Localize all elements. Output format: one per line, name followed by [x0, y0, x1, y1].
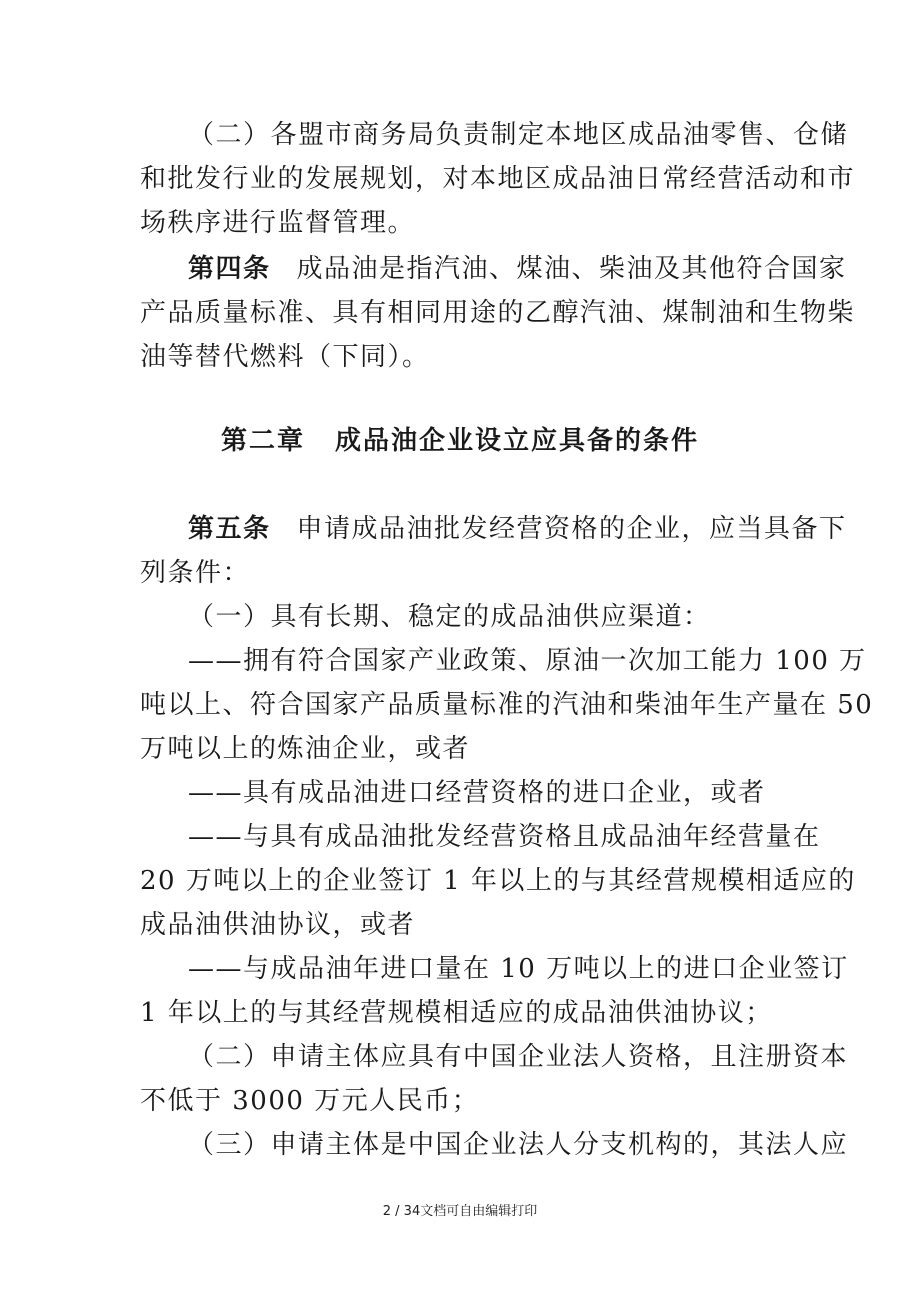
article-4-line [188, 254, 847, 284]
paragraph-line: 场秩序进行监督管理。 [140, 208, 416, 238]
article-5-text: 申请成品油批发经营资格的企业，应当具备下 [296, 514, 847, 544]
article-4-text: 成品油是指汽油、煤油、柴油及其他符合国家 [296, 254, 847, 284]
paragraph-line: ——与具有成品油批发经营资格且成品油年经营量在 [188, 822, 821, 852]
paragraph-line: 成品油供油协议，或者 [140, 910, 416, 940]
paragraph-line: 不低于 3000 万元人民币； [140, 1086, 480, 1116]
chapter-number: 第二章 [220, 426, 305, 456]
paragraph-line: （一）具有长期、稳定的成品油供应渠道： [188, 602, 711, 632]
paragraph-line: 产品质量标准、具有相同用途的乙醇汽油、煤制油和生物柴 [140, 298, 856, 328]
chapter-title: 成品油企业设立应具备的条件 [335, 426, 700, 456]
paragraph-line: 1 年以上的与其经营规模相适应的成品油供油协议； [140, 998, 773, 1028]
article-5-label: 第五条 [188, 514, 271, 544]
paragraph-line: ——具有成品油进口经营资格的进口企业，或者 [188, 778, 766, 808]
paragraph-line: 万吨以上的炼油企业，或者 [140, 734, 471, 764]
paragraph-line: 列条件： [140, 558, 251, 588]
page-footer: 2 / 34文档可自由编辑打印 [382, 1204, 538, 1219]
article-5-line [188, 514, 847, 544]
paragraph-line: ——拥有符合国家产业政策、原油一次加工能力 100 万 [188, 646, 867, 676]
paragraph-line: ——与成品油年进口量在 10 万吨以上的进口企业签订 [188, 954, 849, 984]
paragraph-line: （二）申请主体应具有中国企业法人资格，且注册资本 [188, 1042, 849, 1072]
paragraph-line: 油等替代燃料（下同）。 [140, 342, 430, 372]
article-4-label: 第四条 [188, 254, 271, 284]
paragraph-line: 和批发行业的发展规划，对本地区成品油日常经营活动和市 [140, 164, 856, 194]
paragraph-line: 20 万吨以上的企业签订 1 年以上的与其经营规模相适应的 [140, 866, 856, 896]
chapter-heading [0, 426, 920, 456]
paragraph-line: 吨以上、符合国家产品质量标准的汽油和柴油年生产量在 50 [140, 690, 874, 720]
paragraph-line: （三）申请主体是中国企业法人分支机构的，其法人应 [188, 1130, 849, 1160]
paragraph-line: （二）各盟市商务局负责制定本地区成品油零售、仓储 [188, 120, 849, 150]
